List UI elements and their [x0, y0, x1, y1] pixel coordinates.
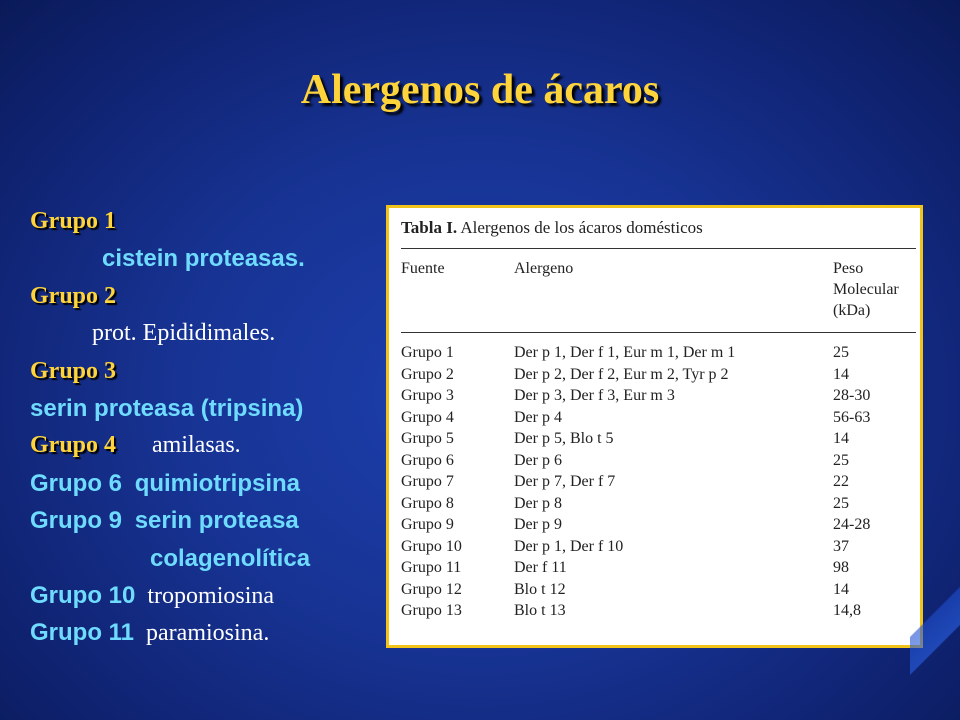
- slide-title: Alergenos de ácaros: [300, 67, 660, 113]
- cell-fuente: Grupo 7: [401, 473, 454, 490]
- group-10-line: [30, 577, 370, 614]
- table-row: [401, 471, 916, 493]
- cell-peso: 25: [833, 451, 849, 469]
- cell-peso: 25: [833, 344, 849, 361]
- group-1-label: Grupo 1: [30, 208, 117, 234]
- cell-fuente: Grupo 2: [401, 365, 454, 383]
- table-header-rule: [401, 332, 916, 333]
- allergen-table: [386, 205, 923, 648]
- cell-fuente: Grupo 12: [401, 580, 462, 598]
- table-row: [401, 364, 916, 386]
- table-caption: [401, 218, 703, 238]
- group-3-description: serin proteasa (tripsina): [30, 394, 304, 422]
- cell-alergeno: Der p 6: [514, 451, 562, 469]
- cell-alergeno: Der p 8: [514, 494, 562, 512]
- group-11-description: paramiosina.: [146, 620, 270, 647]
- table-row: [401, 428, 916, 450]
- group-11-line: [30, 614, 370, 651]
- cell-peso: 98: [833, 559, 849, 576]
- group-4-line: [30, 427, 370, 464]
- table-row: [401, 450, 916, 472]
- cell-peso: 28-30: [833, 387, 871, 404]
- cell-peso: 14: [833, 430, 849, 447]
- header-alergeno: Alergeno: [514, 260, 574, 277]
- decorative-swoosh: [910, 560, 960, 700]
- cell-alergeno: Blo t 12: [514, 580, 566, 598]
- table-row: [401, 514, 916, 536]
- table-row: [401, 536, 916, 558]
- group-11-label: Grupo 11: [30, 619, 135, 647]
- header-peso-molecular: [833, 258, 899, 321]
- cell-fuente: Grupo 9: [401, 516, 454, 533]
- cell-alergeno: Der p 9: [514, 516, 562, 533]
- header-peso-line3: (kDa): [833, 302, 871, 319]
- table-caption-text: Alergenos de los ácaros domésticos: [457, 218, 703, 237]
- cell-peso: 24-28: [833, 516, 871, 533]
- table-caption-label: Tabla I.: [401, 218, 458, 237]
- group-1-description: cistein proteasas.: [102, 245, 305, 273]
- cell-fuente: Grupo 3: [401, 387, 454, 404]
- table-top-rule: [401, 248, 916, 249]
- group-2-description: prot. Epididimales.: [92, 320, 276, 347]
- table-row: [401, 557, 916, 579]
- group-6-line: [30, 465, 370, 502]
- header-peso-line2: Molecular: [833, 281, 899, 298]
- cell-fuente: Grupo 4: [401, 408, 454, 426]
- cell-fuente: Grupo 13: [401, 602, 462, 619]
- group-4-label: Grupo 4: [30, 432, 117, 459]
- group-2-label: Grupo 2: [30, 282, 117, 309]
- table-row: [401, 493, 916, 515]
- cell-alergeno: Der p 3, Der f 3, Eur m 3: [514, 387, 675, 404]
- cell-peso: 37: [833, 537, 849, 555]
- table-row: [401, 407, 916, 429]
- group-6-description: quimiotripsina: [134, 469, 301, 497]
- cell-peso: 22: [833, 473, 849, 490]
- cell-alergeno: Der p 5, Blo t 5: [514, 430, 614, 447]
- group-10-label: Grupo 10: [30, 581, 136, 609]
- cell-peso: 14,8: [833, 602, 861, 619]
- allergen-group-list: [30, 203, 370, 652]
- cell-fuente: Grupo 8: [401, 494, 454, 512]
- cell-peso: 14: [833, 580, 849, 598]
- group-9-description: serin proteasa: [134, 507, 299, 535]
- cell-peso: 14: [833, 365, 849, 383]
- group-6-label: Grupo 6: [30, 469, 123, 497]
- group-9-label: Grupo 9: [30, 507, 123, 535]
- table-body: [401, 342, 916, 622]
- cell-alergeno: Der p 2, Der f 2, Eur m 2, Tyr p 2: [514, 365, 729, 383]
- cell-fuente: Grupo 6: [401, 451, 454, 469]
- cell-fuente: Grupo 5: [401, 430, 454, 447]
- group-9-line: [30, 502, 370, 539]
- group-10-description: tropomiosina: [147, 582, 275, 609]
- cell-alergeno: Der p 4: [514, 408, 562, 426]
- cell-alergeno: Der f 11: [514, 559, 567, 576]
- header-peso-line1: Peso: [833, 260, 864, 277]
- cell-fuente: Grupo 10: [401, 537, 462, 555]
- table-row: [401, 600, 916, 622]
- cell-alergeno: Der p 7, Der f 7: [514, 473, 616, 490]
- cell-alergeno: Blo t 13: [514, 602, 566, 619]
- group-9-description-cont: colagenolítica: [150, 544, 311, 572]
- cell-alergeno: Der p 1, Der f 10: [514, 537, 624, 555]
- cell-fuente: Grupo 11: [401, 559, 462, 576]
- cell-peso: 56-63: [833, 408, 871, 426]
- group-4-description: amilasas.: [152, 432, 241, 459]
- table-row: [401, 342, 916, 364]
- cell-fuente: Grupo 1: [401, 344, 454, 361]
- cell-alergeno: Der p 1, Der f 1, Eur m 1, Der m 1: [514, 344, 736, 361]
- table-row: [401, 385, 916, 407]
- cell-peso: 25: [833, 494, 849, 512]
- group-3-label: Grupo 3: [30, 357, 117, 384]
- header-fuente: Fuente: [401, 260, 445, 277]
- table-row: [401, 579, 916, 601]
